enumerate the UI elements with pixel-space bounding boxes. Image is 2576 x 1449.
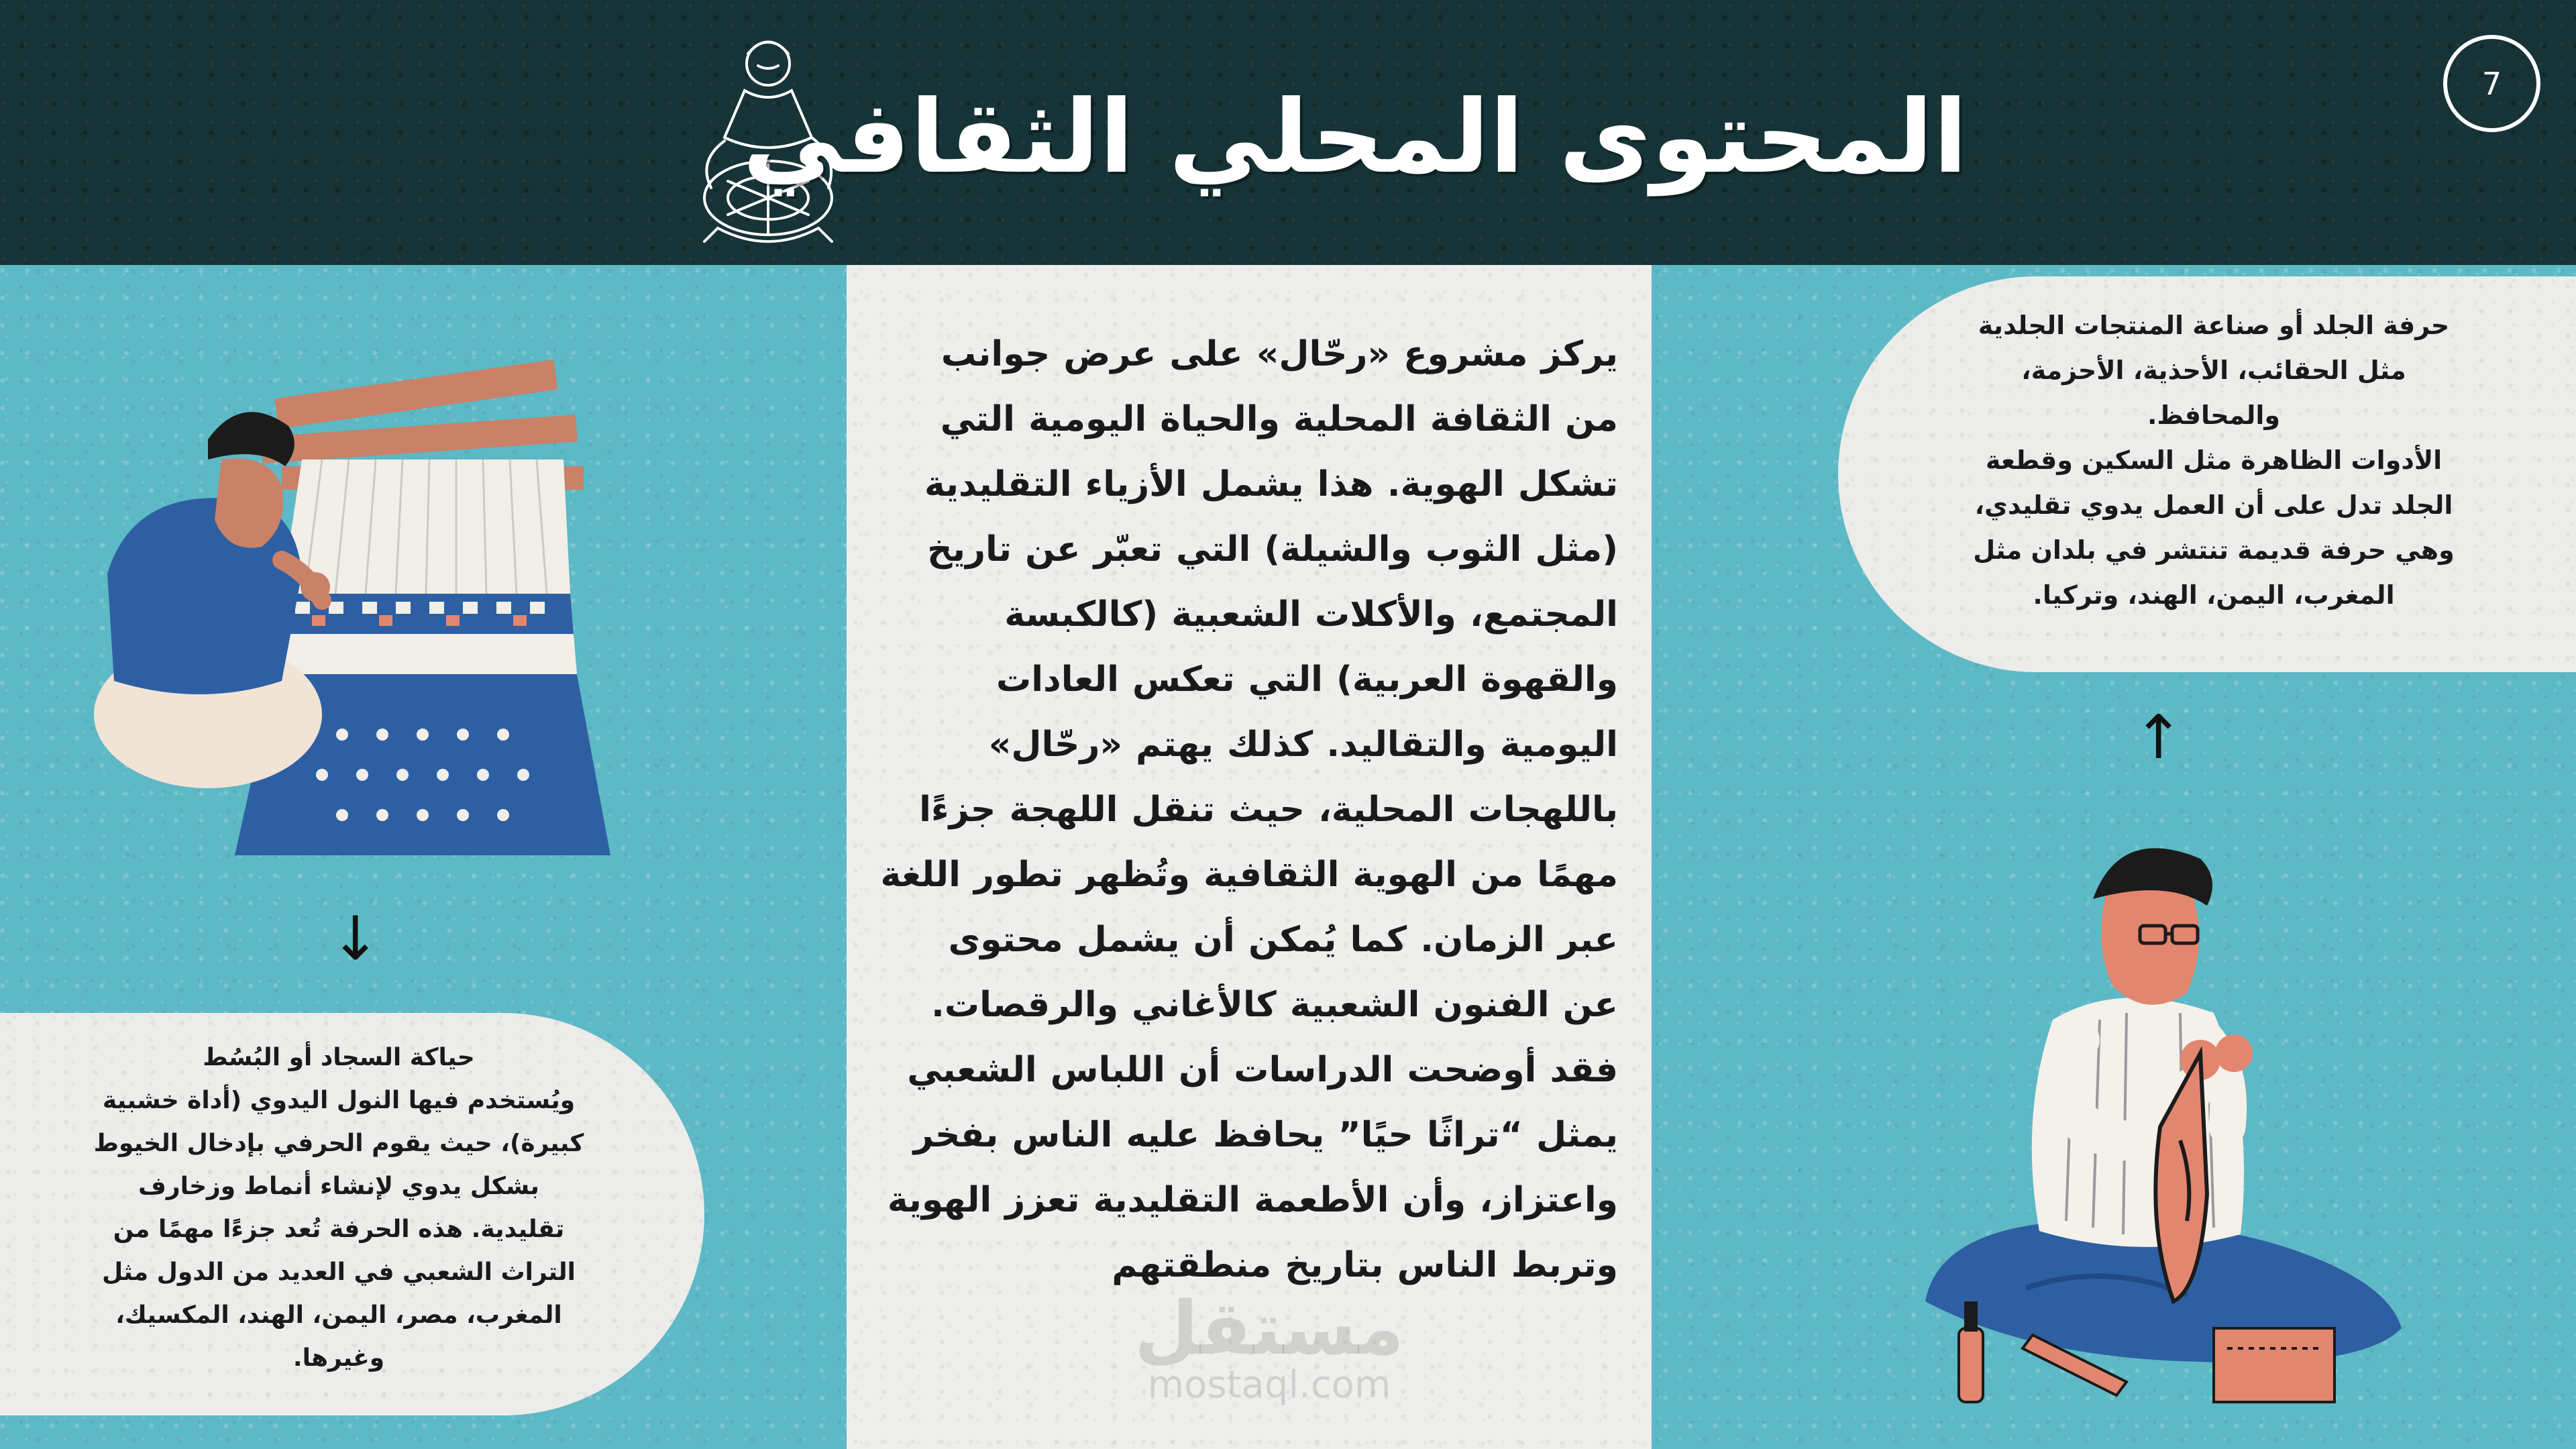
leather-info-text — [1925, 303, 2502, 618]
leather-craftsman-icon — [1885, 818, 2435, 1409]
weaving-line: ويُستخدم فيها النول اليدوي (أداة خشبية — [102, 1087, 576, 1114]
watermark — [1128, 1285, 1410, 1407]
page-number-badge — [2443, 35, 2540, 132]
watermark-logo: مستقل — [1134, 1285, 1405, 1371]
weaving-line: بشكل يدوي لإنشاء أنماط وزخارف — [138, 1173, 539, 1200]
center-content-panel — [847, 265, 1652, 1449]
leather-line: حرفة الجلد أو صناعة المنتجات الجلدية — [1978, 311, 2450, 340]
main-paragraph: يركز مشروع «رحّال» على عرض جوانب من الثقافة المحلية والحياة اليومية التي تشكل الهوية. هذا يشمل الأزياء التقليدية (مثل الثوب والشيلة) التي تعبّر عن تاريخ المجتمع، والأكلات الشعبية (كالكبسة والقهوة العربية) التي تعكس العادات اليومية والتقاليد. كذلك يهتم «رحّال» باللهجات المحلية، حيث تنقل اللهجة جزءًا مهمًا من الهوية الثقافية وتُظهر تطور اللغة عبر الزمان. كما يُمكن أن يشمل محتوى عن الفنون الشعبية كالأغاني والرقصات. فقد أوضحت الدراسات أن اللباس الشعبي يمثل “تراثًا حيًا” يحافظ عليه الناس بفخر واعتزاز، وأن الأطعمة التقليدية تعزز الهوية وتربط الناس بتاريخ منطقتهم — [880, 334, 1618, 1285]
weaving-info-card — [0, 1013, 704, 1415]
leather-line: المغرب، اليمن، الهند، وتركيا. — [2033, 580, 2395, 610]
weaving-info-text — [80, 1036, 597, 1380]
weaving-line: وغيرها. — [292, 1344, 385, 1372]
leather-line: الجلد تدل على أن العمل يدوي تقليدي، — [1974, 490, 2453, 520]
watermark-url: mostaql.com — [1147, 1363, 1391, 1407]
weaving-line: التراث الشعبي في العديد من الدول مثل — [102, 1258, 576, 1286]
leather-info-card — [1838, 276, 2576, 672]
arrow-up-icon: ↑ — [2133, 702, 2184, 773]
page-number: 7 — [2481, 65, 2502, 102]
page-title: المحتوى المحلي الثقافي — [742, 79, 1968, 196]
leather-line: وهي حرفة قديمة تنتشر في بلدان مثل — [1973, 535, 2455, 565]
weaving-line: المغرب، مصر، اليمن، الهند، المكسيك، — [115, 1301, 562, 1329]
header-bar — [0, 0, 2576, 265]
arrow-down-icon: ↓ — [330, 904, 381, 974]
leather-line: الأدوات الظاهرة مثل السكين وقطعة — [1985, 445, 2443, 475]
leather-line: مثل الحقائب، الأحذية، الأحزمة، — [2021, 356, 2406, 385]
weaving-line: كبيرة)، حيث يقوم الحرفي بإدخال الخيوط — [93, 1130, 584, 1157]
leather-line: والمحافظ. — [2147, 400, 2281, 430]
weaving-line: حياكة السجاد أو البُسُط — [203, 1044, 475, 1071]
loom-weaver-icon — [80, 339, 617, 862]
weaving-line: تقليدية. هذه الحرفة تُعد جزءًا مهمًا من — [113, 1216, 565, 1243]
